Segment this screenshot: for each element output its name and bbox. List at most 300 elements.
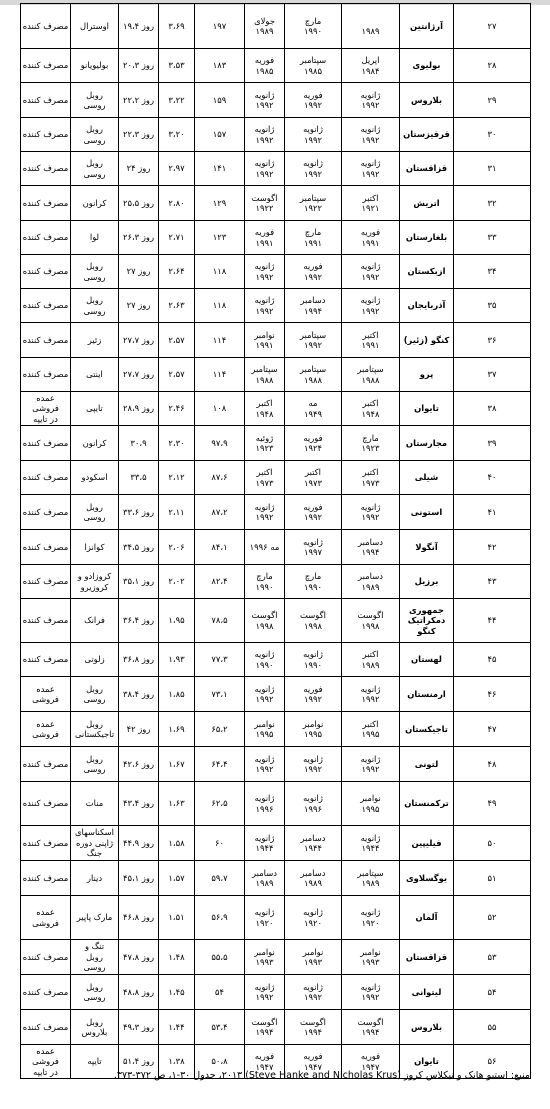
end-date-cell: اکتبر ۱۹۷۳ — [285, 461, 342, 495]
currency-cell: کرانون — [71, 186, 119, 221]
doubling-time-cell: ۳۳،۶ روز — [119, 495, 159, 530]
start-date-cell: ژانویه ۱۹۹۲ — [342, 747, 400, 782]
table-row — [21, 426, 531, 461]
peak-month-cell: نوامبر ۱۹۹۵ — [245, 712, 285, 747]
price-index-cell: مصرف کننده — [21, 747, 71, 782]
doubling-time-cell: ۳۶،۴ روز — [119, 599, 159, 643]
row-number-cell: ۴۷ — [454, 712, 531, 747]
monthly-rate-cell: ۶۰ — [195, 826, 245, 861]
table-row — [21, 565, 531, 599]
price-index-cell: مصرف کننده — [21, 83, 71, 118]
country-cell: آلمان — [400, 896, 454, 940]
doubling-time-cell: ۲۶،۳ روز — [119, 221, 159, 255]
end-date-cell: ژانویه ۱۹۹۷ — [285, 530, 342, 565]
table-row — [21, 358, 531, 392]
row-number-cell: ۲۹ — [454, 83, 531, 118]
price-index-cell: مصرف کننده — [21, 782, 71, 826]
country-cell: اتریش — [400, 186, 454, 221]
peak-month-cell: ژانویه ۱۹۹۲ — [245, 747, 285, 782]
start-date-cell: سپتامبر ۱۹۸۹ — [342, 861, 400, 896]
table-row — [21, 643, 531, 677]
monthly-rate-cell: ۱۱۴ — [195, 323, 245, 358]
start-date-cell: اکتبر ۱۹۷۳ — [342, 461, 400, 495]
doubling-time-cell: ۴۸،۸ روز — [119, 975, 159, 1010]
country-cell: آذربایجان — [400, 289, 454, 323]
monthly-rate-cell: ۵۳،۴ — [195, 1010, 245, 1045]
price-index-cell: مصرف کننده — [21, 426, 71, 461]
table-row — [21, 186, 531, 221]
end-date-cell: سپتامبر ۱۹۸۸ — [285, 358, 342, 392]
table-row — [21, 461, 531, 495]
table-row — [21, 289, 531, 323]
price-index-cell: مصرف کننده — [21, 826, 71, 861]
price-index-cell: مصرف کننده — [21, 530, 71, 565]
start-date-cell: اکتبر ۱۹۹۱ — [342, 323, 400, 358]
daily-rate-cell: ۱،۴۸ — [159, 940, 195, 975]
peak-month-cell: سپتامبر ۱۹۸۸ — [245, 358, 285, 392]
end-date-cell: دسامبر ۱۹۴۴ — [285, 826, 342, 861]
daily-rate-cell: ۲،۰۶ — [159, 530, 195, 565]
end-date-cell: فوریه ۱۹۹۲ — [285, 83, 342, 118]
monthly-rate-cell: ۶۲،۵ — [195, 782, 245, 826]
monthly-rate-cell: ۷۷،۳ — [195, 643, 245, 677]
monthly-rate-cell: ۵۴ — [195, 975, 245, 1010]
monthly-rate-cell: ۱۲۳ — [195, 221, 245, 255]
monthly-rate-cell: ۷۸،۵ — [195, 599, 245, 643]
end-date-cell: اگوست ۱۹۹۸ — [285, 599, 342, 643]
daily-rate-cell: ۲،۱۲ — [159, 461, 195, 495]
country-cell: پرو — [400, 358, 454, 392]
price-index-cell: مصرف کننده — [21, 940, 71, 975]
price-index-cell: عمده فروشی — [21, 712, 71, 747]
doubling-time-cell: ۳۶،۸ روز — [119, 643, 159, 677]
monthly-rate-cell: ۵۵،۵ — [195, 940, 245, 975]
price-index-cell: مصرف کننده — [21, 358, 71, 392]
row-number-cell: ۳۷ — [454, 358, 531, 392]
start-date-cell: اکتبر ۱۹۲۱ — [342, 186, 400, 221]
start-date-cell: سپتامبر ۱۹۸۸ — [342, 358, 400, 392]
start-date-cell: اکتبر ۱۹۴۸ — [342, 392, 400, 426]
monthly-rate-cell: ۱۹۷ — [195, 4, 245, 49]
daily-rate-cell: ۳،۲۲ — [159, 83, 195, 118]
end-date-cell: ژانویه ۱۹۹۲ — [285, 747, 342, 782]
monthly-rate-cell: ۱۲۹ — [195, 186, 245, 221]
daily-rate-cell: ۲،۳۰ — [159, 426, 195, 461]
peak-month-cell: فوریه ۱۹۹۱ — [245, 221, 285, 255]
currency-cell: تایپی — [71, 392, 119, 426]
peak-month-cell: ژانویه ۱۹۹۲ — [245, 255, 285, 289]
row-number-cell: ۵۰ — [454, 826, 531, 861]
price-index-cell: عمده فروشی در تایپه — [21, 1045, 71, 1079]
doubling-time-cell: ۲۴ روز — [119, 152, 159, 186]
end-date-cell: دسامبر ۱۹۹۴ — [285, 289, 342, 323]
doubling-time-cell: ۳۴،۵ روز — [119, 530, 159, 565]
start-date-cell: دسامبر ۱۹۹۴ — [342, 530, 400, 565]
table-row — [21, 677, 531, 712]
country-cell: قرقیزستان — [400, 118, 454, 152]
price-index-cell: مصرف کننده — [21, 495, 71, 530]
price-index-cell: مصرف کننده — [21, 118, 71, 152]
country-cell: بلاروس — [400, 1010, 454, 1045]
end-date-cell: دسامبر ۱۹۸۹ — [285, 861, 342, 896]
currency-cell: روبل روسی — [71, 255, 119, 289]
row-number-cell: ۴۲ — [454, 530, 531, 565]
price-index-cell: مصرف کننده — [21, 186, 71, 221]
peak-month-cell: ژانویه ۱۹۹۲ — [245, 289, 285, 323]
country-cell: ترکمنستان — [400, 782, 454, 826]
daily-rate-cell: ۱،۴۴ — [159, 1010, 195, 1045]
daily-rate-cell: ۱،۵۱ — [159, 896, 195, 940]
row-number-cell: ۳۶ — [454, 323, 531, 358]
peak-month-cell: ژانویه ۱۹۹۲ — [245, 677, 285, 712]
daily-rate-cell: ۱،۹۳ — [159, 643, 195, 677]
country-cell: برزیل — [400, 565, 454, 599]
price-index-cell: مصرف کننده — [21, 599, 71, 643]
country-cell: لتونی — [400, 747, 454, 782]
monthly-rate-cell: ۱۵۹ — [195, 83, 245, 118]
row-number-cell: ۳۴ — [454, 255, 531, 289]
monthly-rate-cell: ۱۱۸ — [195, 289, 245, 323]
table-row — [21, 152, 531, 186]
peak-month-cell: اکتبر ۱۹۴۸ — [245, 392, 285, 426]
daily-rate-cell: ۱،۴۵ — [159, 975, 195, 1010]
price-index-cell: مصرف کننده — [21, 461, 71, 495]
doubling-time-cell: ۲۷،۷ روز — [119, 323, 159, 358]
table-row — [21, 940, 531, 975]
doubling-time-cell: ۳۳،۵ — [119, 461, 159, 495]
start-date-cell: ژانویه ۱۹۹۲ — [342, 289, 400, 323]
row-number-cell: ۳۹ — [454, 426, 531, 461]
country-cell: استونی — [400, 495, 454, 530]
table-row — [21, 118, 531, 152]
price-index-cell: مصرف کننده — [21, 975, 71, 1010]
country-cell: بولیوی — [400, 49, 454, 83]
end-date-cell: ژانویه ۱۹۹۲ — [285, 152, 342, 186]
monthly-rate-cell: ۱۴۱ — [195, 152, 245, 186]
row-number-cell: ۴۱ — [454, 495, 531, 530]
country-cell: کنگو (زئیر) — [400, 323, 454, 358]
currency-cell: روبل روسی — [71, 747, 119, 782]
row-number-cell: ۵۵ — [454, 1010, 531, 1045]
peak-month-cell: جولای ۱۹۸۹ — [245, 4, 285, 49]
peak-month-cell: ژوئیه ۱۹۲۳ — [245, 426, 285, 461]
table-row — [21, 323, 531, 358]
daily-rate-cell: ۲،۸۰ — [159, 186, 195, 221]
start-date-cell: ژانویه ۱۹۴۴ — [342, 826, 400, 861]
price-index-cell: مصرف کننده — [21, 861, 71, 896]
doubling-time-cell: ۴۲ روز — [119, 712, 159, 747]
monthly-rate-cell: ۱۵۷ — [195, 118, 245, 152]
row-number-cell: ۳۵ — [454, 289, 531, 323]
daily-rate-cell: ۲،۵۷ — [159, 358, 195, 392]
doubling-time-cell: ۲۸،۹ روز — [119, 392, 159, 426]
country-cell: لهستان — [400, 643, 454, 677]
row-number-cell: ۵۱ — [454, 861, 531, 896]
end-date-cell: ژانویه ۱۹۲۰ — [285, 896, 342, 940]
daily-rate-cell: ۱،۸۵ — [159, 677, 195, 712]
currency-cell: روبل روسی — [71, 975, 119, 1010]
start-date-cell: ۱۹۸۹ — [342, 4, 400, 49]
price-index-cell: مصرف کننده — [21, 289, 71, 323]
currency-cell: روبل بلاروس — [71, 1010, 119, 1045]
daily-rate-cell: ۱،۵۸ — [159, 826, 195, 861]
peak-month-cell: دسامبر ۱۹۸۹ — [245, 861, 285, 896]
daily-rate-cell: ۱،۶۷ — [159, 747, 195, 782]
doubling-time-cell: ۴۶،۸ روز — [119, 896, 159, 940]
start-date-cell: ژانویه ۱۹۹۲ — [342, 495, 400, 530]
currency-cell: زئیر — [71, 323, 119, 358]
peak-month-cell: اگوست ۱۹۹۴ — [245, 1010, 285, 1045]
price-index-cell: مصرف کننده — [21, 565, 71, 599]
doubling-time-cell: ۴۲،۶ روز — [119, 747, 159, 782]
start-date-cell: دسامبر ۱۹۸۹ — [342, 565, 400, 599]
country-cell: آنگولا — [400, 530, 454, 565]
monthly-rate-cell: ۶۵،۲ — [195, 712, 245, 747]
daily-rate-cell: ۲،۴۶ — [159, 392, 195, 426]
row-number-cell: ۵۴ — [454, 975, 531, 1010]
row-number-cell: ۴۶ — [454, 677, 531, 712]
currency-cell: کروزادو و کروزیرو — [71, 565, 119, 599]
start-date-cell: ژانویه ۱۹۹۲ — [342, 118, 400, 152]
country-cell: تایوان — [400, 392, 454, 426]
start-date-cell: ژانویه ۱۹۹۲ — [342, 83, 400, 118]
table-row — [21, 83, 531, 118]
daily-rate-cell: ۳،۵۳ — [159, 49, 195, 83]
daily-rate-cell: ۲،۵۷ — [159, 323, 195, 358]
monthly-rate-cell: ۵۰،۸ — [195, 1045, 245, 1079]
table-row — [21, 599, 531, 643]
start-date-cell: ژانویه ۱۹۲۰ — [342, 896, 400, 940]
table-row — [21, 861, 531, 896]
table-row — [21, 255, 531, 289]
table-body — [21, 4, 531, 1079]
start-date-cell: فوریه ۱۹۹۱ — [342, 221, 400, 255]
country-cell: بلغارستان — [400, 221, 454, 255]
monthly-rate-cell: ۱۱۸ — [195, 255, 245, 289]
doubling-time-cell: ۲۷ روز — [119, 255, 159, 289]
row-number-cell: ۳۳ — [454, 221, 531, 255]
country-cell: قزاقستان — [400, 152, 454, 186]
end-date-cell: فوریه ۱۹۹۲ — [285, 677, 342, 712]
doubling-time-cell: ۵۱،۴ روز — [119, 1045, 159, 1079]
end-date-cell: سپتامبر ۱۹۸۵ — [285, 49, 342, 83]
daily-rate-cell: ۱،۶۹ — [159, 712, 195, 747]
monthly-rate-cell: ۱۸۳ — [195, 49, 245, 83]
price-index-cell: عمده فروشی در تایپه — [21, 392, 71, 426]
end-date-cell: ژانویه ۱۹۹۲ — [285, 975, 342, 1010]
start-date-cell: نوامبر ۱۹۹۳ — [342, 940, 400, 975]
monthly-rate-cell: ۸۲،۴ — [195, 565, 245, 599]
peak-month-cell: فوریه ۱۹۴۷ — [245, 1045, 285, 1079]
end-date-cell: ژانویه ۱۹۹۲ — [285, 118, 342, 152]
country-cell: ارمنستان — [400, 677, 454, 712]
peak-month-cell: ژانویه ۱۹۲۰ — [245, 896, 285, 940]
row-number-cell: ۳۲ — [454, 186, 531, 221]
currency-cell: اینتی — [71, 358, 119, 392]
country-cell: شیلی — [400, 461, 454, 495]
currency-cell: تایپه — [71, 1045, 119, 1079]
daily-rate-cell: ۲،۷۱ — [159, 221, 195, 255]
start-date-cell: ژانویه ۱۹۹۲ — [342, 152, 400, 186]
peak-month-cell: ژانویه ۱۹۴۴ — [245, 826, 285, 861]
doubling-time-cell: ۲۲،۳ روز — [119, 118, 159, 152]
doubling-time-cell: ۳۰،۹ — [119, 426, 159, 461]
doubling-time-cell: ۴۹،۳ روز — [119, 1010, 159, 1045]
doubling-time-cell: ۲۰،۳ روز — [119, 49, 159, 83]
row-number-cell: ۴۸ — [454, 747, 531, 782]
row-number-cell: ۵۲ — [454, 896, 531, 940]
currency-cell: روبل روسی — [71, 677, 119, 712]
daily-rate-cell: ۱،۹۵ — [159, 599, 195, 643]
currency-cell: منات — [71, 782, 119, 826]
peak-month-cell: ژانویه ۱۹۹۲ — [245, 83, 285, 118]
currency-cell: اوسترال — [71, 4, 119, 49]
table-row — [21, 712, 531, 747]
price-index-cell: مصرف کننده — [21, 221, 71, 255]
end-date-cell: اگوست ۱۹۹۴ — [285, 1010, 342, 1045]
daily-rate-cell: ۲،۰۲ — [159, 565, 195, 599]
daily-rate-cell: ۲،۶۴ — [159, 255, 195, 289]
end-date-cell: مارچ ۱۹۹۱ — [285, 221, 342, 255]
country-cell: مجارستان — [400, 426, 454, 461]
price-index-cell: مصرف کننده — [21, 255, 71, 289]
daily-rate-cell: ۳،۶۹ — [159, 4, 195, 49]
daily-rate-cell: ۲،۱۱ — [159, 495, 195, 530]
price-index-cell: مصرف کننده — [21, 643, 71, 677]
table-row — [21, 782, 531, 826]
price-index-cell: مصرف کننده — [21, 4, 71, 49]
doubling-time-cell: ۴۳،۴ روز — [119, 782, 159, 826]
start-date-cell: نوامبر ۱۹۹۵ — [342, 782, 400, 826]
currency-cell: روبل روسی — [71, 289, 119, 323]
source-note: منبع: استیو هانک و نیکلاس کروز (Steve Hanke and Nicholas Krus) ۲۰۱۳، جدول ۳۰-۱، ص ۳۷۲-۳۷۳. — [113, 1070, 530, 1081]
start-date-cell: اگوست ۱۹۹۴ — [342, 1010, 400, 1045]
peak-month-cell: ژانویه ۱۹۹۰ — [245, 643, 285, 677]
currency-cell: روبل روسی — [71, 495, 119, 530]
doubling-time-cell: ۲۵،۵ روز — [119, 186, 159, 221]
table-row — [21, 975, 531, 1010]
currency-cell: کوانزا — [71, 530, 119, 565]
currency-cell: فرانک — [71, 599, 119, 643]
daily-rate-cell: ۱،۵۷ — [159, 861, 195, 896]
price-index-cell: مصرف کننده — [21, 152, 71, 186]
row-number-cell: ۲۸ — [454, 49, 531, 83]
table-row — [21, 495, 531, 530]
doubling-time-cell: ۴۴،۹ روز — [119, 826, 159, 861]
peak-month-cell: اگوست ۱۹۲۲ — [245, 186, 285, 221]
price-index-cell: مصرف کننده — [21, 1010, 71, 1045]
doubling-time-cell: ۴۷،۸ روز — [119, 940, 159, 975]
doubling-time-cell: ۳۸،۴ روز — [119, 677, 159, 712]
peak-month-cell: اکتبر ۱۹۷۳ — [245, 461, 285, 495]
country-cell: تایوان — [400, 1045, 454, 1079]
peak-month-cell: ژانویه ۱۹۹۶ — [245, 782, 285, 826]
currency-cell: اسکودو — [71, 461, 119, 495]
monthly-rate-cell: ۸۷،۲ — [195, 495, 245, 530]
currency-cell: اسکناسهای ژاپنی دوره جنگ — [71, 826, 119, 861]
row-number-cell: ۵۶ — [454, 1045, 531, 1079]
currency-cell: روبل روسی — [71, 152, 119, 186]
monthly-rate-cell: ۱۰۸ — [195, 392, 245, 426]
start-date-cell: اکتبر ۱۹۸۹ — [342, 643, 400, 677]
end-date-cell: نوامبر ۱۹۹۵ — [285, 712, 342, 747]
price-index-cell: مصرف کننده — [21, 323, 71, 358]
country-cell: لیتوانی — [400, 975, 454, 1010]
daily-rate-cell: ۲،۶۳ — [159, 289, 195, 323]
start-date-cell: ژانویه ۱۹۹۲ — [342, 975, 400, 1010]
end-date-cell: مارچ ۱۹۹۰ — [285, 565, 342, 599]
peak-month-cell: فوریه ۱۹۸۵ — [245, 49, 285, 83]
currency-cell: روبل روسی — [71, 83, 119, 118]
start-date-cell: ژانویه ۱۹۹۲ — [342, 255, 400, 289]
table-row — [21, 49, 531, 83]
peak-month-cell: ژانویه ۱۹۹۲ — [245, 495, 285, 530]
peak-month-cell: ژانویه ۱۹۹۲ — [245, 152, 285, 186]
peak-month-cell: اگوست ۱۹۹۸ — [245, 599, 285, 643]
row-number-cell: ۴۳ — [454, 565, 531, 599]
table-row — [21, 530, 531, 565]
start-date-cell: ژانویه ۱۹۹۲ — [342, 677, 400, 712]
row-number-cell: ۳۱ — [454, 152, 531, 186]
table-row — [21, 896, 531, 940]
country-cell: آرژانتین — [400, 4, 454, 49]
daily-rate-cell: ۱،۶۳ — [159, 782, 195, 826]
currency-cell: دینار — [71, 861, 119, 896]
doubling-time-cell: ۲۷ روز — [119, 289, 159, 323]
start-date-cell: مارچ ۱۹۲۳ — [342, 426, 400, 461]
end-date-cell: سپتامبر ۱۹۹۲ — [285, 323, 342, 358]
doubling-time-cell: ۲۷،۷ روز — [119, 358, 159, 392]
row-number-cell: ۴۴ — [454, 599, 531, 643]
peak-month-cell: نوامبر ۱۹۹۱ — [245, 323, 285, 358]
currency-cell: مارک پاپیر — [71, 896, 119, 940]
start-date-cell: اکتبر ۱۹۹۵ — [342, 712, 400, 747]
doubling-time-cell: ۱۹،۴ روز — [119, 4, 159, 49]
peak-month-cell: مه ۱۹۹۶ — [245, 530, 285, 565]
row-number-cell: ۴۹ — [454, 782, 531, 826]
country-cell: فیلیپین — [400, 826, 454, 861]
country-cell: قزاقستان — [400, 940, 454, 975]
start-date-cell: اگوست ۱۹۹۸ — [342, 599, 400, 643]
row-number-cell: ۵۳ — [454, 940, 531, 975]
row-number-cell: ۲۷ — [454, 4, 531, 49]
monthly-rate-cell: ۶۴،۴ — [195, 747, 245, 782]
monthly-rate-cell: ۸۷،۶ — [195, 461, 245, 495]
currency-cell: لوا — [71, 221, 119, 255]
end-date-cell: ژانویه ۱۹۹۶ — [285, 782, 342, 826]
doubling-time-cell: ۴۵،۱ روز — [119, 861, 159, 896]
country-cell: تاجیکستان — [400, 712, 454, 747]
end-date-cell: فوریه ۱۹۲۴ — [285, 426, 342, 461]
table-row — [21, 4, 531, 49]
monthly-rate-cell: ۱۱۴ — [195, 358, 245, 392]
end-date-cell: سپتامبر ۱۹۲۲ — [285, 186, 342, 221]
end-date-cell: فوریه ۱۹۴۷ — [285, 1045, 342, 1079]
monthly-rate-cell: ۹۷،۹ — [195, 426, 245, 461]
hyperinflation-table — [20, 3, 531, 1079]
peak-month-cell: نوامبر ۱۹۹۳ — [245, 940, 285, 975]
daily-rate-cell: ۱،۳۸ — [159, 1045, 195, 1079]
currency-cell: روبل روسی — [71, 118, 119, 152]
currency-cell: کرانون — [71, 426, 119, 461]
start-date-cell: اپریل ۱۹۸۴ — [342, 49, 400, 83]
peak-month-cell: ژانویه ۱۹۹۲ — [245, 975, 285, 1010]
monthly-rate-cell: ۵۹،۷ — [195, 861, 245, 896]
start-date-cell: فوریه ۱۹۴۷ — [342, 1045, 400, 1079]
row-number-cell: ۳۰ — [454, 118, 531, 152]
end-date-cell: مه ۱۹۴۹ — [285, 392, 342, 426]
currency-cell: تنگ و روبل روسی — [71, 940, 119, 975]
